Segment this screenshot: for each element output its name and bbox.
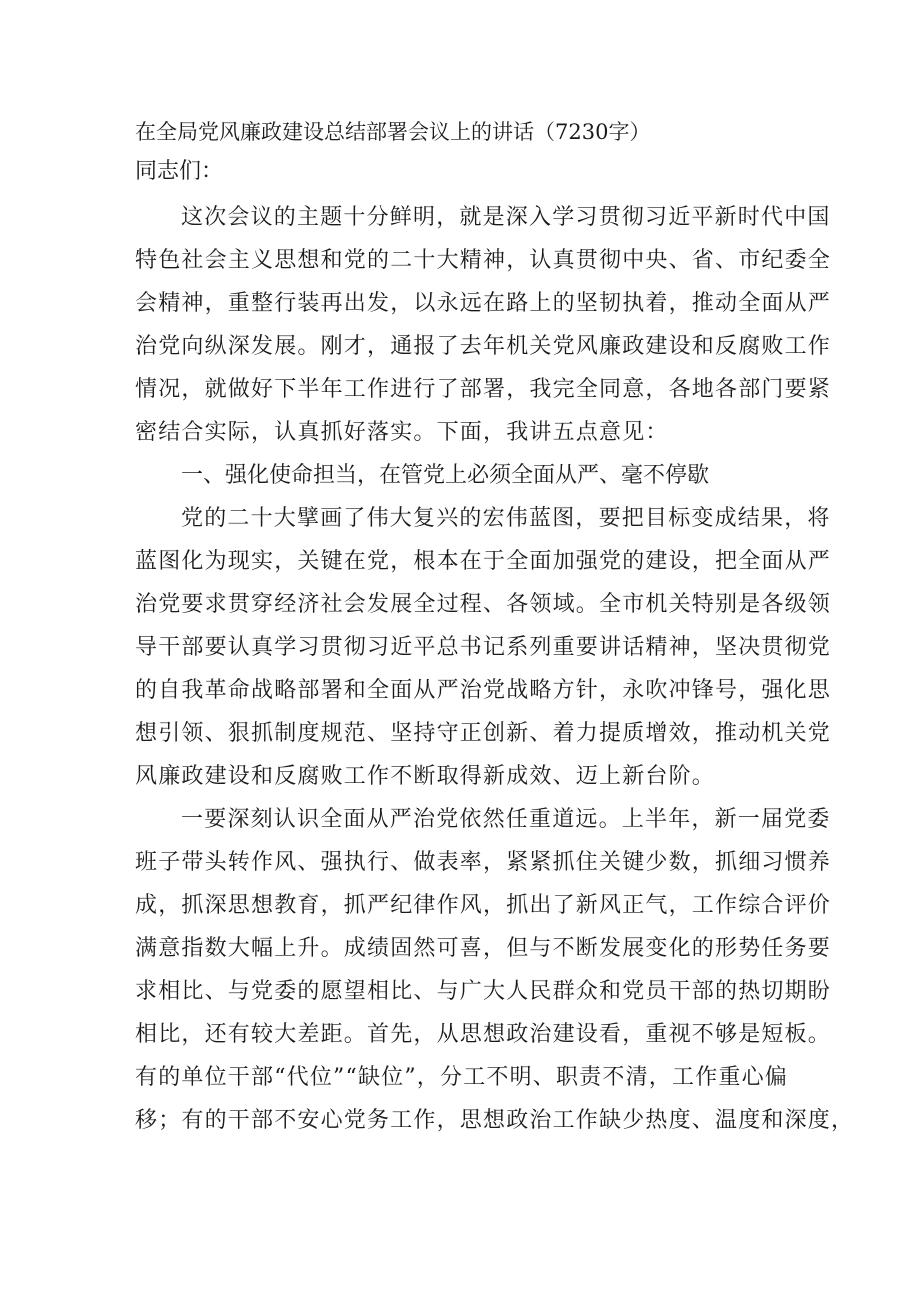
section-paragraph — [135, 497, 832, 798]
paragraph-line: 密结合实际，认真抓好落实。下面，我讲五点意见： — [135, 420, 669, 445]
paragraph-line: 蓝图化为现实，关键在党，根本在于全面加强党的建设，把全面从严 — [135, 549, 832, 574]
paragraph-line: 特色社会主义思想和党的二十大精神，认真贯彻中央、省、市纪委全 — [135, 248, 832, 273]
document-page — [135, 112, 855, 1142]
paragraph-line: 满意指数大幅上升。成绩固然可喜，但与不断发展变化的形势任务要 — [135, 936, 832, 961]
paragraph-line: 风廉政建设和反腐败工作不断取得新成效、迈上新台阶。 — [135, 764, 716, 789]
paragraph-line: 导干部要认真学习贯彻习近平总书记系列重要讲话精神，坚决贯彻党 — [135, 635, 832, 660]
intro-paragraph — [135, 196, 832, 454]
paragraph-line: 情况，就做好下半年工作进行了部署，我完全同意，各地各部门要紧 — [135, 377, 832, 402]
document-title: 在全局党风廉政建设总结部署会议上的讲话（7230字） — [135, 120, 651, 144]
paragraph-line: 一要深刻认识全面从严治党依然任重道远。上半年，新一届党委 — [181, 807, 831, 832]
salutation: 同志们： — [135, 159, 224, 184]
paragraph-line: 班子带头转作风、强执行、做表率，紧紧抓住关键少数，抓细习惯养 — [135, 850, 832, 875]
paragraph-line: 想引领、狠抓制度规范、坚持守正创新、着力提质增效，推动机关党 — [135, 721, 832, 746]
paragraph-line: 治党要求贯穿经济社会发展全过程、各领域。全市机关特别是各级领 — [135, 592, 832, 617]
section-heading: 一、强化使命担当，在管党上必须全面从严、毫不停歇 — [181, 463, 710, 488]
paragraph-line: 成，抓深思想教育，抓严纪律作风，抓出了新风正气，工作综合评价 — [135, 893, 832, 918]
paragraph-line: 相比，还有较大差距。首先，从思想政治建设看，重视不够是短板。 — [135, 1022, 832, 1047]
paragraph-line: 的自我革命战略部署和全面从严治党战略方针，永吹冲锋号，强化思 — [135, 678, 832, 703]
paragraph-line: 会精神，重整行装再出发，以永远在路上的坚韧执着，推动全面从严 — [135, 291, 832, 316]
paragraph-line: 求相比、与党委的愿望相比、与广大人民群众和党员干部的热切期盼 — [135, 979, 832, 1004]
paragraph-line: 党的二十大擘画了伟大复兴的宏伟蓝图，要把目标变成结果，将 — [181, 506, 831, 531]
paragraph-line: 有的单位干部“代位”“缺位”，分工不明、职责不清，工作重心偏 — [135, 1065, 788, 1090]
point-paragraph — [135, 798, 855, 1142]
paragraph-line: 移；有的干部不安心党务工作，思想政治工作缺少热度、温度和深度， — [135, 1108, 855, 1133]
paragraph-line: 治党向纵深发展。刚才，通报了去年机关党风廉政建设和反腐败工作 — [135, 334, 832, 359]
paragraph-line: 这次会议的主题十分鲜明，就是深入学习贯彻习近平新时代中国 — [181, 205, 831, 230]
